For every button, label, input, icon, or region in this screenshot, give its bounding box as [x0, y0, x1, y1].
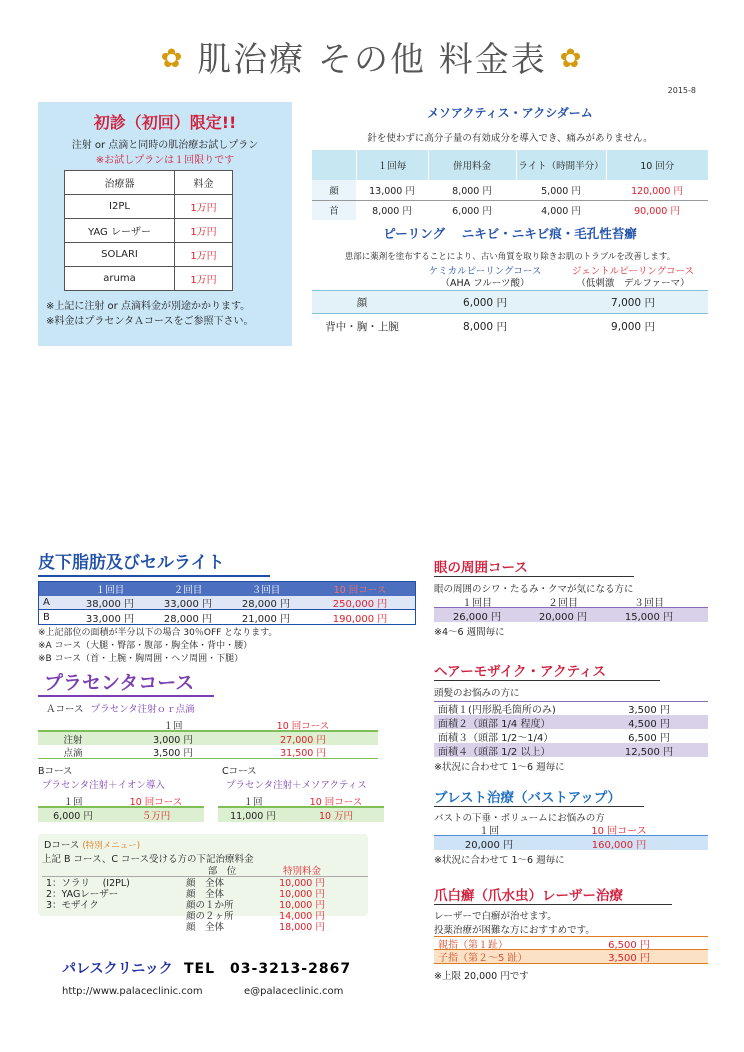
table-cell: 1万円 [175, 195, 233, 219]
table-cell: 6,000 円 [53, 811, 93, 822]
peeling-col2-sub: （低刺激 デルファーマ） [576, 278, 690, 289]
table-row [39, 610, 415, 624]
table-cell: 28,000 円 [163, 613, 213, 625]
nail-title: 爪白癬（爪水虫）レーザー治療 [434, 884, 672, 905]
table-row [42, 865, 368, 875]
table-cell: 3,000 円 [153, 734, 193, 746]
meso-table [312, 150, 708, 220]
table-cell: 160,000 円 [591, 839, 647, 851]
table-cell: 7,000 円 [611, 296, 655, 309]
nail-desc1: レーザーで白癬が治せます。 [434, 911, 557, 922]
table-row [434, 743, 708, 757]
table-cell: YAG レーザー [65, 219, 175, 243]
table-cell: 1万円 [175, 243, 233, 267]
table-cell: 親指（第１趾） [438, 939, 508, 951]
clinic-name: パレスクリニック [62, 961, 173, 977]
table-header: １回目 [95, 585, 125, 596]
table-header: 10 回コース [129, 796, 183, 808]
table-header: ２回目 [548, 597, 578, 609]
peeling-desc: 患部に薬剤を塗布することにより、古い角質を取り除きお肌のトラブルを改善します。 [344, 252, 676, 262]
table-cell: 250,000 円 [332, 599, 388, 610]
eye-section [434, 556, 708, 638]
table-row [65, 195, 233, 219]
note-line: ※上記部位の面積が半分以下の場合 30％OFF となります。 [38, 628, 278, 638]
table-row [434, 836, 708, 850]
placenta-title: プラセンタコース [38, 668, 214, 697]
table-row [42, 920, 368, 931]
table-cell: 10,000 円 [279, 899, 325, 911]
table-cell: 子指（第２～5 趾） [438, 953, 528, 964]
table-cell: 27,000 円 [280, 734, 326, 746]
meso-section [312, 104, 708, 220]
table-cell: 3,500 円 [153, 747, 193, 759]
table-cell: 8,000 円 [372, 206, 412, 218]
meso-title: メソアクティス・アクシダーム [427, 106, 593, 120]
table-cell: 面積２（頭部 1/4 程度） [438, 718, 551, 730]
table-header: １回 [63, 796, 83, 808]
table-header: 部 位 [207, 866, 237, 877]
placenta-d-special: (特別メニュー) [82, 841, 141, 851]
first-visit-sub: 注射 or 点滴と同時の肌治療お試しプラン [71, 140, 259, 151]
table-header: 10 回コース [309, 796, 363, 808]
table-cell: 6,000 円 [452, 206, 492, 218]
placenta-d-table [42, 876, 368, 931]
breast-title: ブレスト治療（バストアップ） [434, 786, 644, 807]
table-header: ライト（時間半分） [516, 150, 606, 180]
table-row [434, 608, 708, 622]
table-cell: 顔 全体 [186, 921, 225, 933]
placenta-b-label: Bコース [38, 766, 73, 777]
hair-note: ※状況に合わせて 1～6 週毎に [434, 762, 565, 773]
table-cell: 注射 [63, 734, 83, 746]
table-header: ２回目 [173, 585, 203, 596]
placenta-section [38, 668, 418, 822]
table-cell: 5,000 円 [541, 185, 581, 197]
cellulite-notes [38, 627, 416, 666]
table-row [312, 200, 708, 220]
table-cell: 1万円 [175, 219, 233, 243]
table-cell: 33,000 円 [85, 613, 135, 625]
table-cell: 28,000 円 [241, 599, 291, 610]
note-line: ※A コース（大腿・臀部・腹部・胸全体・背中・腰） [38, 641, 253, 651]
table-cell: 9,000 円 [611, 320, 655, 333]
peeling-header [312, 266, 708, 290]
table-header: 治療器 [65, 171, 175, 195]
table-cell: 面積３（頭部 1/2～1/4） [438, 732, 554, 744]
table-row [218, 795, 384, 808]
placenta-c-desc: プラセンタ注射＋メソアクティス [226, 780, 367, 791]
table-row [39, 596, 415, 610]
first-visit-table [64, 170, 233, 291]
placenta-b [38, 763, 218, 822]
table-cell: 3,500 円 [608, 953, 650, 964]
table-row [434, 701, 708, 715]
breast-desc: バストの下垂・ボリュームにお悩みの方 [434, 813, 605, 824]
hair-section [434, 660, 708, 773]
table-cell: ５万円 [141, 811, 171, 822]
breast-section [434, 786, 708, 866]
note-line: ※上記に注射 or 点滴料金が別途かかります。 [46, 301, 251, 312]
table-cell: 顔 [312, 180, 356, 200]
table-cell: 背中・胸・上腕 [325, 320, 399, 333]
table-header: １回 [243, 796, 263, 808]
table-header: １回 [479, 826, 499, 837]
table-row [434, 715, 708, 729]
table-row [312, 150, 708, 180]
table-cell: 顔 全体 [186, 878, 225, 889]
table-row [218, 808, 384, 822]
table-cell: 31,500 円 [280, 747, 326, 759]
first-visit-notes [46, 299, 292, 329]
eye-note: ※4～6 週間毎に [434, 627, 505, 638]
peeling-col2: ジェントルピーリングコース [571, 266, 695, 277]
hair-desc: 頭髪のお悩みの方に [434, 688, 520, 699]
hair-table [434, 701, 708, 757]
hair-title: ヘアーモザイク・アクティス [434, 660, 660, 681]
placenta-b-desc: プラセンタ注射＋イオン導入 [42, 780, 165, 791]
table-cell: 10,000 円 [279, 878, 325, 889]
table-cell: 3,500 円 [628, 705, 670, 716]
table-cell: 11,000 円 [230, 811, 276, 822]
eye-desc: 眼の周囲のシワ・たるみ・クマが気になる方に [434, 584, 634, 595]
page-title [0, 32, 744, 81]
table-cell: 14,000 円 [279, 910, 325, 922]
peeling-title: ピーリング ニキビ・ニキビ痕・毛孔性苔癬 [383, 226, 637, 241]
cellulite-table [38, 581, 416, 625]
nail-table [434, 936, 708, 964]
cellulite-title: 皮下脂肪及びセルライト [38, 548, 270, 577]
table-cell: I2PL [65, 195, 175, 219]
table-row [312, 314, 708, 338]
placenta-c [218, 763, 418, 822]
table-header: 10 回分 [640, 161, 675, 172]
table-header: 10 回コース [276, 720, 330, 732]
table-row [38, 745, 378, 758]
table-cell: 20,000 円 [464, 839, 514, 851]
table-cell: 首 [312, 200, 356, 220]
table-cell: 8,000 円 [452, 185, 492, 197]
placenta-a-table [38, 719, 378, 759]
table-header: １回 [163, 720, 183, 732]
table-cell: 面積１(円形脱毛箇所のみ) [438, 705, 556, 716]
placenta-c-label: Cコース [222, 766, 257, 777]
table-row [38, 719, 378, 732]
peeling-col1: ケミカルピーリングコース [428, 266, 542, 277]
clinic-url[interactable]: http://www.palaceclinic.com [62, 986, 203, 997]
nail-note: ※上限 20,000 円です [434, 971, 529, 982]
table-cell: 面積４（頭部 1/2 以上） [438, 746, 551, 758]
table-cell: 38,000 円 [85, 599, 135, 610]
table-row [312, 290, 708, 314]
table-row [65, 243, 233, 267]
placenta-d-desc: 上記 B コース、C コース受ける方の下記治療料金 [42, 854, 254, 865]
table-cell: 20,000 円 [538, 611, 588, 623]
table-cell: 1：ソラリ (I2PL) [46, 878, 130, 889]
table-cell: 顔 全体 [186, 888, 225, 900]
table-row [434, 950, 708, 964]
table-row [65, 267, 233, 291]
table-cell: 顔の２ヶ所 [186, 910, 234, 922]
table-cell: 120,000 円 [631, 185, 683, 197]
table-cell: 21,000 円 [241, 613, 291, 625]
table-cell: 15,000 円 [624, 611, 674, 623]
peeling-col1-sub: （AHA フルーツ酸） [440, 278, 530, 289]
table-row [434, 729, 708, 743]
table-cell: 1万円 [175, 267, 233, 291]
table-cell: SOLARI [65, 243, 175, 267]
nail-desc2: 投薬治療が困難な方におすすめです。 [434, 925, 595, 936]
flower-icon: ✿ [559, 44, 584, 74]
table-header: ３回目 [634, 597, 664, 609]
table-cell: 10 万円 [318, 811, 354, 822]
table-cell: 8,000 円 [463, 320, 507, 333]
clinic-email[interactable]: e@palaceclinic.com [244, 986, 344, 997]
table-header: 特別料金 [282, 866, 321, 877]
table-cell: 10,000 円 [279, 888, 325, 900]
note-line: ※料金はプラセンタＡコースをご参照下さい。 [46, 316, 254, 327]
table-row [38, 795, 204, 808]
table-row [39, 582, 415, 596]
table-header: １回目 [462, 597, 492, 609]
breast-note: ※状況に合わせて 1～6 週毎に [434, 855, 565, 866]
table-cell: B [43, 611, 50, 623]
table-cell: 33,000 円 [163, 599, 213, 610]
table-row [434, 824, 708, 836]
meso-desc: 針を使わずに高分子量の有効成分を導入でき、痛みがありません。 [367, 133, 653, 144]
table-row [65, 219, 233, 243]
table-cell: 6,000 円 [463, 296, 507, 309]
placenta-d-label: Dコース [44, 840, 80, 851]
table-cell: 3：モザイク [46, 899, 99, 911]
eye-title: 眼の周囲コース [434, 556, 634, 577]
table-cell: 6,500 円 [608, 939, 650, 951]
table-header: 10 回コース [591, 826, 647, 837]
table-cell: 6,500 円 [628, 732, 670, 744]
placenta-a-desc: プラセンタ注射ｏｒ点滴 [90, 704, 195, 715]
table-row [434, 595, 708, 608]
table-cell: 顔 [356, 296, 368, 309]
table-cell: 4,500 円 [628, 718, 670, 730]
cellulite-section [38, 548, 416, 666]
table-row [38, 732, 378, 745]
placenta-d-box [38, 834, 368, 933]
table-header: ３回目 [251, 585, 281, 596]
table-cell: 4,000 円 [541, 206, 581, 218]
placenta-a-label: Ａコース [46, 704, 84, 715]
clinic-tel: TEL 03-3213-2867 [184, 961, 352, 977]
table-header: 10 回コース [333, 585, 387, 596]
note-line: ※B コース（首・上腕・胸周囲・ヘソ周囲・下腿） [38, 654, 244, 664]
table-cell: 顔の１か所 [186, 899, 234, 911]
first-visit-heading: 初診（初回）限定!! [93, 113, 237, 132]
table-cell: 12,500 円 [624, 746, 674, 758]
table-cell: aruma [65, 267, 175, 291]
date-label: 2015-8 [667, 86, 696, 95]
table-cell: 26,000 円 [452, 611, 502, 623]
table-row [434, 936, 708, 950]
peeling-section [312, 224, 708, 338]
first-visit-box [38, 102, 292, 346]
page-title-text: 肌治療 その他 料金表 [197, 40, 547, 80]
table-cell: 90,000 円 [634, 206, 680, 218]
table-header: 併用料金 [428, 150, 516, 180]
table-cell: 2：YAGレーザー [46, 888, 119, 900]
nail-section [434, 884, 708, 982]
table-header: 料金 [175, 171, 233, 195]
table-cell: 18,000 円 [279, 921, 325, 933]
table-row [38, 808, 204, 822]
table-header [312, 150, 356, 180]
table-row [312, 180, 708, 200]
table-row [65, 171, 233, 195]
flower-icon: ✿ [160, 44, 185, 74]
table-header: １回毎 [356, 150, 428, 180]
table-cell: 13,000 円 [369, 185, 415, 197]
table-cell: A [43, 597, 50, 608]
table-cell: 190,000 円 [332, 613, 388, 625]
table-cell: 点滴 [63, 747, 83, 759]
first-visit-sub-note: ※お試しプランは１回限りです [95, 155, 235, 166]
